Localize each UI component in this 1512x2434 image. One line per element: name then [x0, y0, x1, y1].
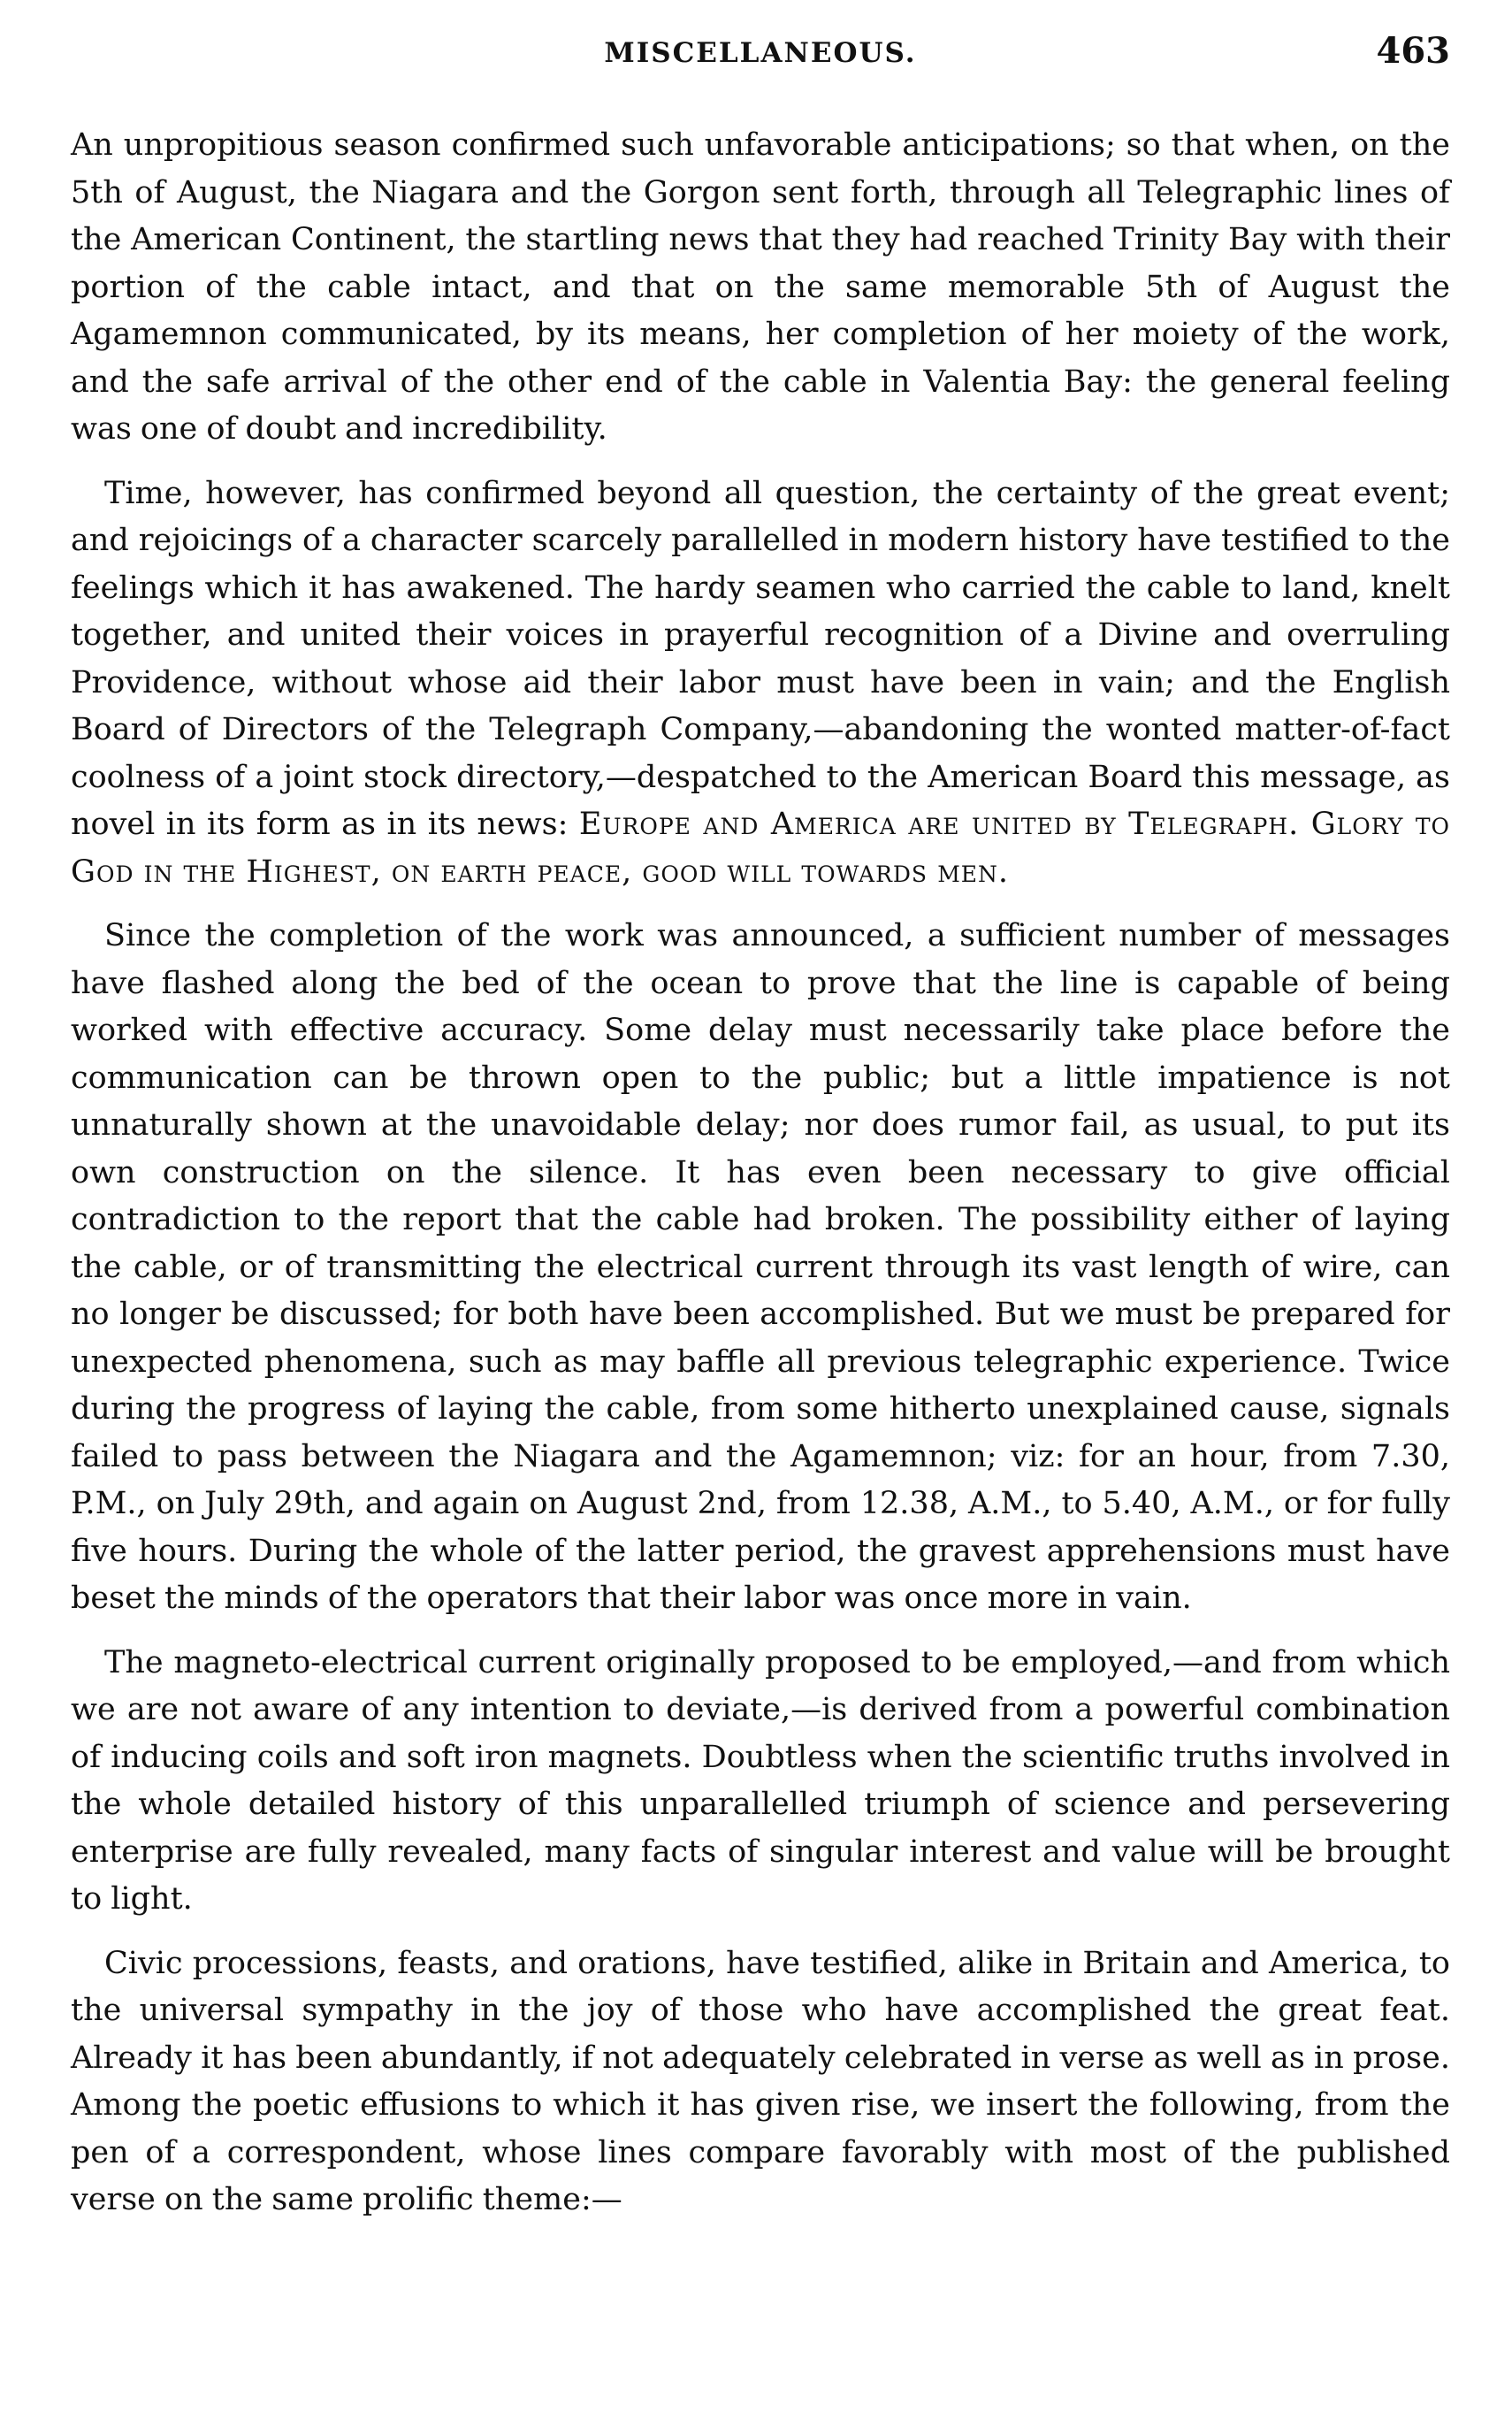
page-number: 463	[1376, 30, 1450, 72]
paragraph-1: An unpropitious season confirmed such unfavorable anticipations; so that when, on the 5th of August, the Niagara and the Gorgon sent forth, through all Telegraphic lines of the American Continent, the startling news that they had reached Trinity Bay with their portion of the cable intact, and that on the same memorable 5th of August the Agamemnon communicated, by its means, her completion of her moiety of the work, and the safe arrival of the other end of the cable in Valentia Bay: the general feeling was one of doubt and incredibility.	[71, 127, 1450, 447]
page-header	[71, 30, 1450, 83]
article-body	[71, 122, 1450, 2241]
paragraph-2-text: Time, however, has confirmed beyond all question, the certainty of the great event; and rejoicings of a character scarcely parallelled in modern history have testified to the feelings which it has awakened. The hardy seamen who carried the cable to land, knelt together, and united their voices in prayerful recognition of a Divine and overruling Providence, without whose aid their labor must have been in vain; and the English Board of Directors of the Telegraph Company,—abandoning the wonted matter-of-fact coolness of a joint stock directory,—despatched to the American Board this message, as novel in its form as in its news:	[71, 475, 1450, 842]
page	[71, 0, 1450, 2434]
running-head: MISCELLANEOUS.	[604, 37, 917, 69]
paragraph-5: Civic processions, feasts, and orations, have testified, alike in Britain and America, to the universal sympathy in the joy of those who have accomplished the great feat. Already it has been abundantly, if not adequately celebrated in verse as well as in prose. Among the poetic effusions to which it has given rise, we insert the following, from the pen of a correspondent, whose lines compare favorably with most of the published verse on the same prolific theme:—	[71, 1945, 1450, 2217]
telegraph-message: Europe and America are united by Telegraph. Glory to God in the Highest, on earth peace, good will towards men.	[71, 807, 1450, 890]
paragraph-2	[71, 471, 1450, 897]
paragraph-3: Since the completion of the work was announced, a sufficient number of messages have flashed along the bed of the ocean to prove that the line is capable of being worked with effective accuracy. Some delay must necessarily take place before the communication can be thrown open to the public; but a little impatience is not unnaturally shown at the unavoidable delay; nor does rumor fail, as usual, to put its own construction on the silence. It has even been necessary to give official contradiction to the report that the cable had broken. The possibility either of laying the cable, or of transmitting the electrical current through its vast length of wire, can no longer be discussed; for both have been accomplished. But we must be prepared for unexpected phenomena, such as may baffle all previous telegraphic experience. Twice during the progress of laying the cable, from some hitherto unexplained cause, signals failed to pass between the Niagara and the Agamemnon; viz: for an hour, from 7.30, P.M., on July 29th, and again on August 2nd, from 12.38, A.M., to 5.40, A.M., or for fully five hours. During the whole of the latter period, the gravest apprehensions must have beset the minds of the operators that their labor was once more in vain.	[71, 918, 1450, 1616]
paragraph-4: The magneto-electrical current originally proposed to be employed,—and from which we are not aware of any intention to deviate,—is derived from a powerful combination of inducing coils and soft iron magnets. Doubtless when the scientific truths involved in the whole detailed history of this unparallelled triumph of science and persevering enterprise are fully revealed, many facts of singular interest and value will be brought to light.	[71, 1644, 1450, 1917]
